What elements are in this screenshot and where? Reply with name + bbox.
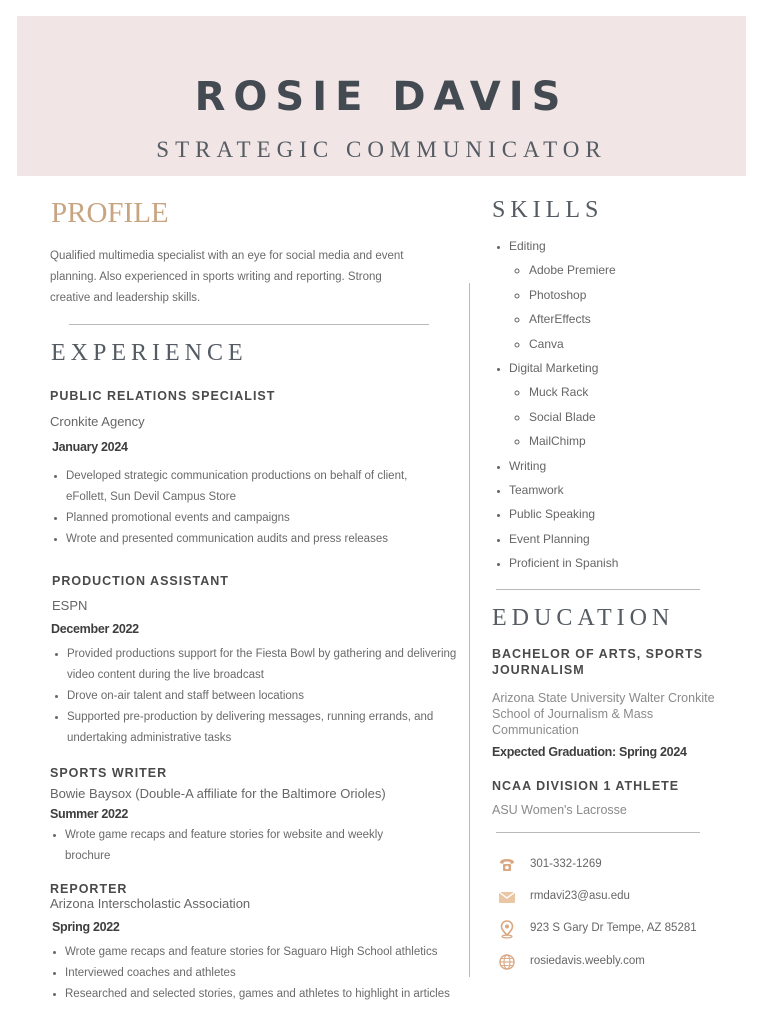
skill-item: • Digital Marketing ◦ Muck Rack ◦ Social Blade ◦ MailChimp	[509, 356, 749, 454]
school-name: Arizona State University Walter Cronkite School of Journalism & Mass Communication	[492, 691, 715, 737]
job-bullet: • Planned promotional events and campaigns	[66, 508, 446, 529]
job-bullets	[50, 466, 446, 550]
job-bullet: • Interviewed coaches and athletes	[65, 963, 485, 984]
candidate-name: ROSIE DAVIS	[194, 74, 569, 120]
job-date: Spring 2022	[52, 920, 120, 934]
skill-subitem: ◦ Adobe Premiere	[529, 258, 749, 282]
job-bullet: • Drove on-air talent and staff between locations	[67, 686, 467, 707]
job-company: Bowie Baysox (Double-A affiliate for the Baltimore Orioles)	[50, 786, 386, 801]
globe-icon	[497, 952, 517, 972]
skills-heading: SKILLS	[492, 197, 604, 223]
location-pin-icon	[497, 919, 517, 939]
job-company: Cronkite Agency	[50, 414, 145, 429]
job-bullets	[49, 942, 485, 1005]
column-divider	[469, 283, 470, 977]
mail-icon	[497, 887, 517, 907]
degree-title: BACHELOR OF ARTS, SPORTS JOURNALISM	[492, 647, 704, 677]
website-link[interactable]: rosiedavis.weebly.com	[530, 955, 645, 967]
athlete-title: NCAA DIVISION 1 ATHLETE	[492, 779, 680, 793]
job-title: PUBLIC RELATIONS SPECIALIST	[50, 389, 276, 403]
skill-item: • Proficient in Spanish	[509, 551, 749, 575]
education-divider	[496, 832, 700, 833]
skill-subitem: ◦ AfterEffects	[529, 307, 749, 331]
skill-item: • Public Speaking	[509, 502, 749, 526]
job-bullet: • Wrote and presented communication audits and press releases	[66, 529, 446, 550]
job-bullets	[51, 644, 467, 749]
profile-text: Qualified multimedia specialist with an eye for social media and event planning. Also experienced in sports writing and reporting. Strong creative and leadership skills.	[50, 250, 404, 304]
skill-sublist	[509, 380, 749, 453]
candidate-subtitle: STRATEGIC COMMUNICATOR	[156, 137, 607, 162]
skill-subitem: ◦ Muck Rack	[529, 380, 749, 404]
job-company: ESPN	[52, 598, 88, 613]
job-bullet: • Researched and selected stories, games and athletes to highlight in articles	[65, 984, 485, 1005]
skill-subitem: ◦ Social Blade	[529, 405, 749, 429]
job-bullet: • Supported pre-production by delivering messages, running errands, and undertaking administrative tasks	[67, 707, 467, 749]
job-bullet: • Developed strategic communication productions on behalf of client, eFollett, Sun Devil Campus Store	[66, 466, 446, 508]
job-date: December 2022	[51, 622, 139, 636]
skill-item: • Event Planning	[509, 527, 749, 551]
header-banner	[17, 16, 746, 176]
graduation-date: Expected Graduation: Spring 2024	[492, 745, 687, 759]
phone-text[interactable]: 301-332-1269	[530, 858, 602, 870]
job-date: Summer 2022	[50, 807, 128, 821]
job-bullet: • Provided productions support for the Fiesta Bowl by gathering and delivering video content during the live broadcast	[67, 644, 467, 686]
skills-divider	[496, 589, 700, 590]
email-text[interactable]: rmdavi23@asu.edu	[530, 890, 630, 902]
address-text: 923 S Gary Dr Tempe, AZ 85281	[530, 922, 697, 934]
skill-sublist	[509, 258, 749, 356]
education-heading: EDUCATION	[492, 605, 675, 631]
job-date: January 2024	[52, 440, 128, 454]
job-company: Arizona Interscholastic Association	[50, 896, 251, 911]
skill-subitem: ◦ MailChimp	[529, 429, 749, 453]
job-title: SPORTS WRITER	[50, 766, 168, 780]
skills-list	[493, 234, 749, 576]
profile-divider	[69, 324, 429, 325]
job-bullet: • Wrote game recaps and feature stories for Saguaro High School athletics	[65, 942, 485, 963]
skill-item: • Editing ◦ Adobe Premiere ◦ Photoshop ◦ AfterEffects ◦ Canva	[509, 234, 749, 356]
skill-subitem: ◦ Photoshop	[529, 283, 749, 307]
skill-item: • Writing	[509, 454, 749, 478]
skill-subitem: ◦ Canva	[529, 332, 749, 356]
phone-icon	[497, 855, 517, 875]
job-bullet: • Wrote game recaps and feature stories for website and weekly brochure	[65, 825, 425, 867]
profile-heading: PROFILE	[51, 197, 169, 229]
experience-heading: EXPERIENCE	[51, 340, 248, 366]
job-bullets	[49, 825, 425, 867]
job-title: REPORTER	[50, 882, 128, 896]
skill-item: • Teamwork	[509, 478, 749, 502]
athlete-team: ASU Women's Lacrosse	[492, 803, 627, 817]
job-title: PRODUCTION ASSISTANT	[52, 574, 229, 588]
